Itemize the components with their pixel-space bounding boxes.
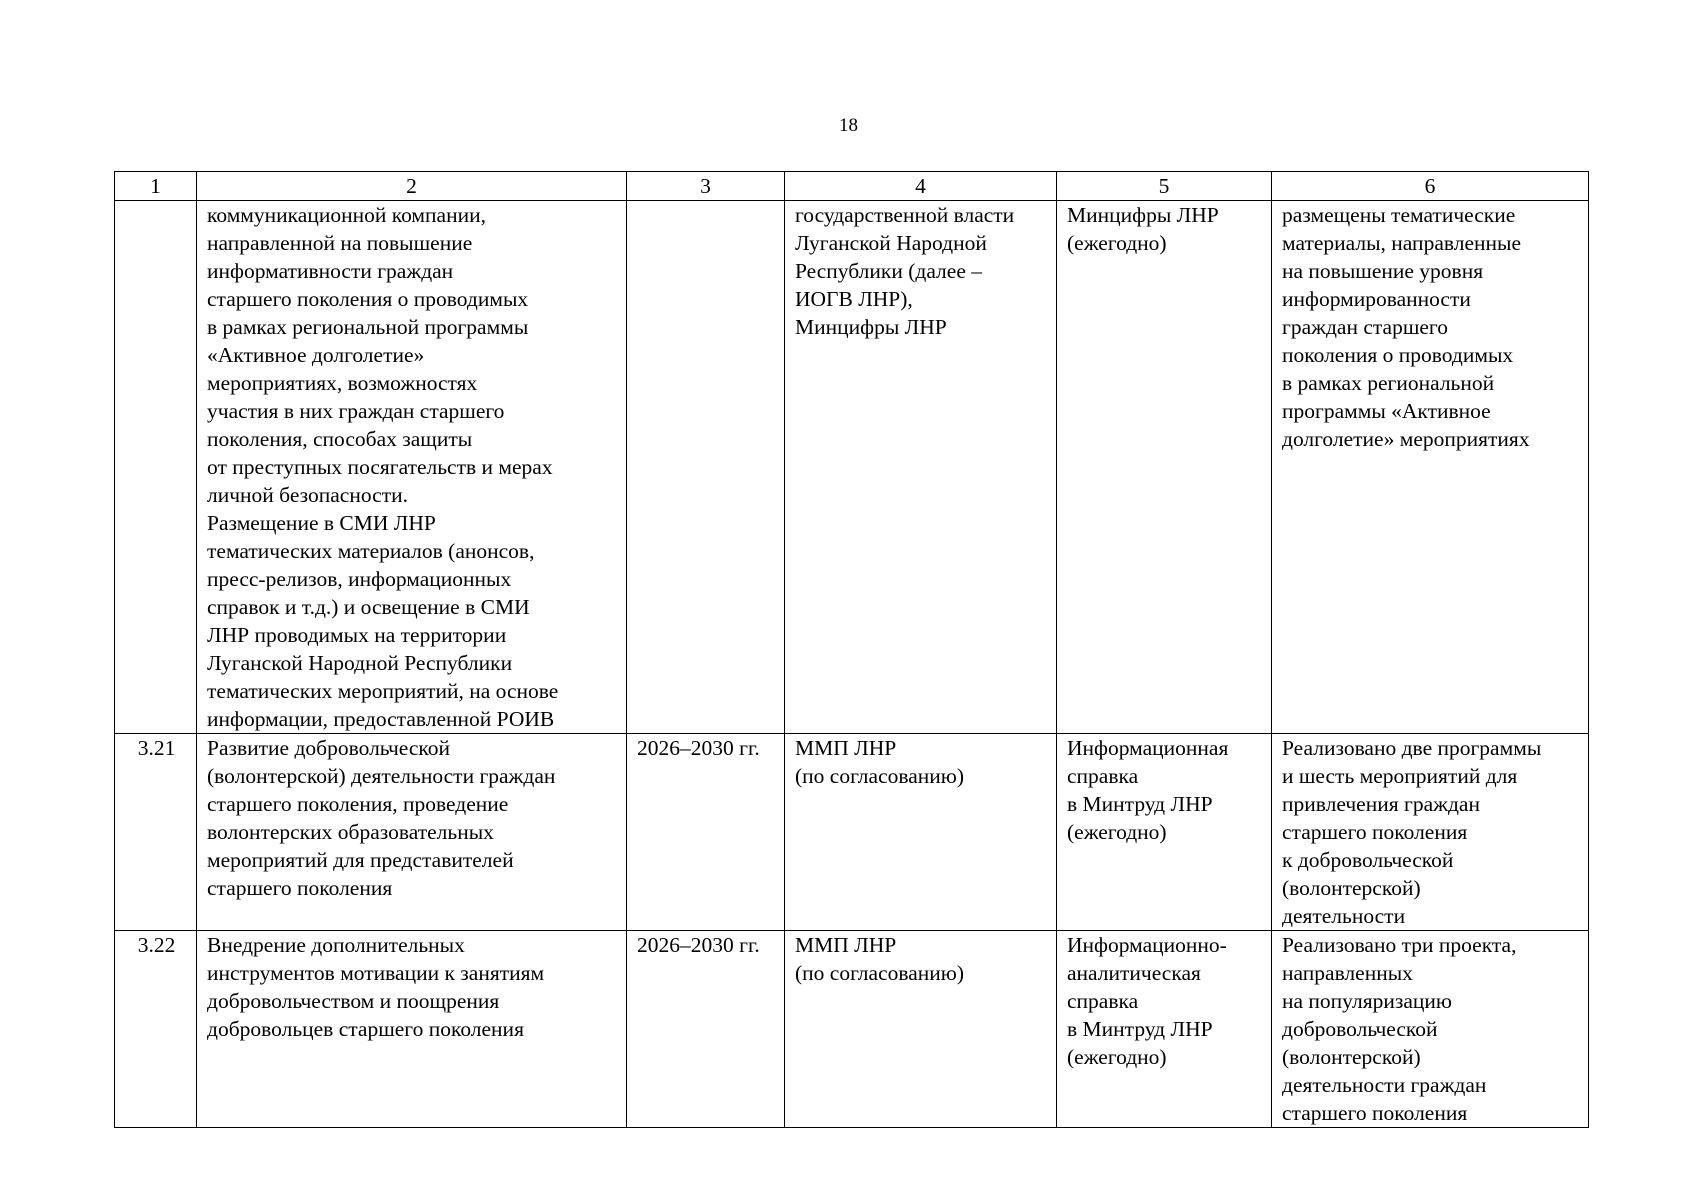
table-row xyxy=(115,734,1589,931)
column-header-3: 3 xyxy=(627,172,785,201)
row-number-cell: 3.21 xyxy=(115,734,197,931)
action-plan-table xyxy=(114,171,1589,1128)
column-header-4: 4 xyxy=(785,172,1057,201)
page-number: 18 xyxy=(839,115,858,136)
report-cell: Информационная справка в Минтруд ЛНР (ежегодно) xyxy=(1057,734,1272,931)
responsible-cell: ММП ЛНР (по согласованию) xyxy=(785,734,1057,931)
table-header-row xyxy=(115,172,1589,201)
result-cell: Реализовано три проекта, направленных на популяризацию добровольческой (волонтерской) деятельности граждан старшего поколения xyxy=(1272,931,1589,1128)
result-cell: размещены тематические материалы, направленные на повышение уровня информированности граждан старшего поколения о проводимых в рамках региональной программы «Активное долголетие» мероприятиях xyxy=(1272,201,1589,734)
activity-cell: коммуникационной компании, направленной на повышение информативности граждан старшего поколения о проводимых в рамках региональной программы «Активное долголетие» мероприятиях, возможностях участия в них граждан старшего поколения, способах защиты от преступных посягательств и мерах личной безопасности. Размещение в СМИ ЛНР тематических материалов (анонсов, пресс-релизов, информационных справок и т.д.) и освещение в СМИ ЛНР проводимых на территории Луганской Народной Республики тематических мероприятий, на основе информации, предоставленной РОИВ xyxy=(197,201,627,734)
period-cell: 2026–2030 гг. xyxy=(627,931,785,1128)
activity-cell: Внедрение дополнительных инструментов мотивации к занятиям добровольчеством и поощрения добровольцев старшего поколения xyxy=(197,931,627,1128)
column-header-1: 1 xyxy=(115,172,197,201)
activity-cell: Развитие добровольческой (волонтерской) деятельности граждан старшего поколения, проведение волонтерских образовательных мероприятий для представителей старшего поколения xyxy=(197,734,627,931)
table-row xyxy=(115,931,1589,1128)
result-cell: Реализовано две программы и шесть мероприятий для привлечения граждан старшего поколения к добровольческой (волонтерской) деятельности xyxy=(1272,734,1589,931)
responsible-cell: ММП ЛНР (по согласованию) xyxy=(785,931,1057,1128)
row-number-cell xyxy=(115,201,197,734)
column-header-5: 5 xyxy=(1057,172,1272,201)
row-number-cell: 3.22 xyxy=(115,931,197,1128)
report-cell: Информационно- аналитическая справка в Минтруд ЛНР (ежегодно) xyxy=(1057,931,1272,1128)
period-cell: 2026–2030 гг. xyxy=(627,734,785,931)
responsible-cell: государственной власти Луганской Народной Республики (далее – ИОГВ ЛНР), Минцифры ЛНР xyxy=(785,201,1057,734)
column-header-2: 2 xyxy=(197,172,627,201)
column-header-6: 6 xyxy=(1272,172,1589,201)
period-cell xyxy=(627,201,785,734)
table-row xyxy=(115,201,1589,734)
report-cell: Минцифры ЛНР (ежегодно) xyxy=(1057,201,1272,734)
